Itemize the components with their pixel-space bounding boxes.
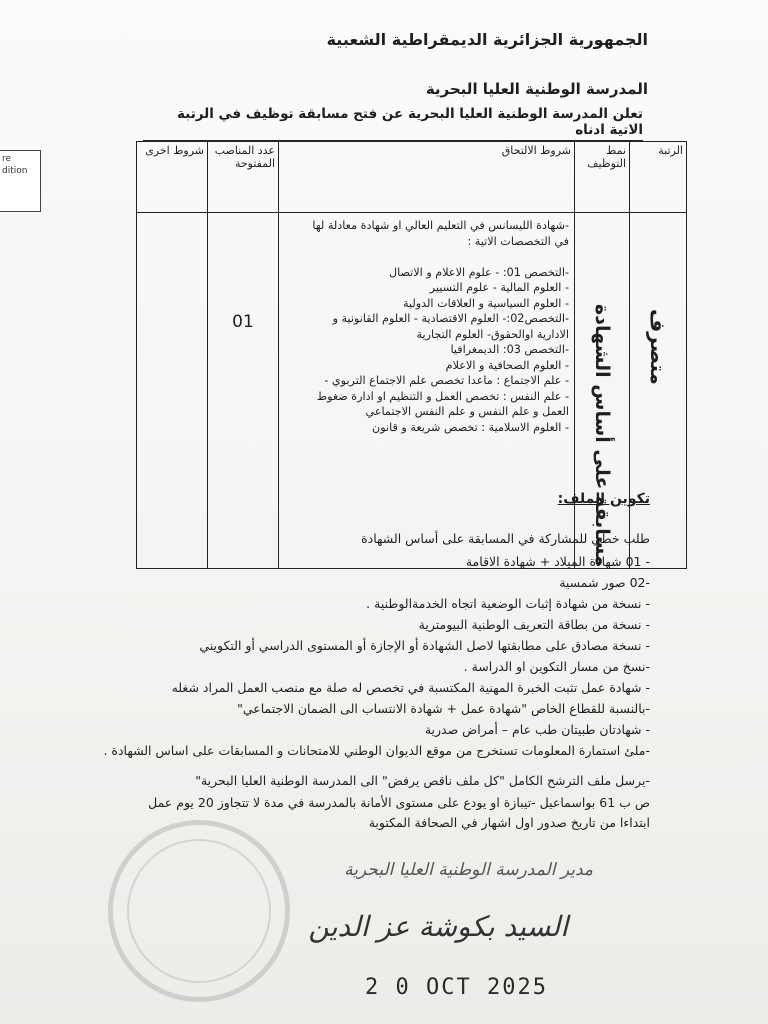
rank-value: متصرف xyxy=(646,309,670,385)
cell-open-positions xyxy=(208,213,279,569)
condition-line: - علم النفس : تخصص العمل و التنظيم او ادارة ضغوط xyxy=(316,389,569,403)
table-row xyxy=(137,213,687,569)
condition-line: - العلوم الاسلامية : تخصص شريعة و قانون xyxy=(372,420,569,434)
cell-recruitment-type xyxy=(575,213,630,569)
school-name: المدرسة الوطنية العليا البحرية xyxy=(425,80,648,98)
date-stamp: 2 0 OCT 2025 xyxy=(365,975,548,1000)
cell-conditions xyxy=(279,213,575,569)
table-header-row xyxy=(137,142,687,213)
fragment-text-2: dition xyxy=(2,166,28,176)
condition-line: - العلوم الصحافية و الاعلام xyxy=(445,358,569,372)
condition-line: -شهادة الليسانس في التعليم العالي او شهادة معادلة لها xyxy=(312,219,569,232)
open-positions-value: 01 xyxy=(232,312,254,332)
header-conditions: شروط الالتحاق xyxy=(279,142,575,213)
condition-line: - علم الاجتماع : ماعدا تخصص علم الاجتماع التربوي - xyxy=(324,374,569,387)
dossier-title: تكوين الملف: xyxy=(557,491,650,507)
adjacent-page-fragment xyxy=(0,150,41,212)
dossier-item: -ملئ استمارة المعلومات تستخرج من موقع الديوان الوطني للامتحانات و المسابقات على اساس الشهادة . xyxy=(103,743,650,758)
dossier-intro: طلب خطي للمشاركة في المسابقة على أساس الشهادة xyxy=(361,531,650,546)
dossier-items xyxy=(103,551,650,761)
condition-line: - العلوم المالية - علوم التسيير xyxy=(429,281,569,294)
condition-line: -التخصص 03: الديمغرافيا xyxy=(450,343,569,356)
header-rank: الرتبة xyxy=(630,142,687,213)
condition-line: - العلوم السياسية و العلاقات الدولية xyxy=(402,296,569,310)
cell-other-conditions xyxy=(137,213,208,569)
dossier-item: - نسخة من بطاقة التعريف الوطنية البيومترية xyxy=(418,617,650,632)
footer-line-3: ابتداءا من تاريخ صدور اول اشهار في الصحافة المكتوبة xyxy=(368,815,650,830)
condition-line: في التخصصات الاتية : xyxy=(467,234,569,248)
condition-line: العمل و علم النفس و علم النفس الاجتماعي xyxy=(365,405,569,418)
recruitment-type-value: مسابقة على أساس الشهادة xyxy=(591,304,613,567)
footer-line-2: ص ب 61 بواسماعيل -تيبازة او يودع على مستوى الأمانة بالمدرسة في مدة لا تتجاوز 20 يوم عمل xyxy=(148,795,650,810)
dossier-item: - 01 شهادة الميلاد + شهادة الاقامة xyxy=(465,554,650,569)
dossier-item: - شهادتان طبيتان طب عام – أمراض صدرية xyxy=(424,722,650,737)
dossier-item: -نسخ من مسار التكوين او الدراسة . xyxy=(463,659,650,674)
dossier-item: - نسخة مصادق على مطابقتها لاصل الشهادة أو الإجازة أو المستوى الدراسي أو التكويني xyxy=(199,638,650,653)
cell-rank xyxy=(630,213,687,569)
signature-title: مدير المدرسة الوطنية العليا البحرية xyxy=(344,860,593,880)
announcement-line: تعلن المدرسة الوطنية العليا البحرية عن فتح مسابقة توظيف في الرتبة الاتية ادناه xyxy=(143,106,643,141)
official-seal xyxy=(108,820,290,1002)
condition-line: -التخصص02:- العلوم الاقتصادية - العلوم القانونية و xyxy=(332,312,569,325)
dossier-item: - نسخة من شهادة إثبات الوضعية اتجاه الخدمةالوطنية . xyxy=(366,596,650,611)
dossier-item: -02 صور شمسية xyxy=(559,575,650,590)
header-open-positions: عدد المناصب المفتوحة xyxy=(208,142,279,213)
condition-line: الادارية اوالحقوق- العلوم التجارية xyxy=(416,327,569,341)
footer-line-1: -يرسل ملف الترشح الكامل "كل ملف ناقص يرفض" الى المدرسة الوطنية العليا البحرية" xyxy=(195,773,650,788)
conditions-list xyxy=(280,214,573,435)
header-recruitment-type: نمط التوظيف xyxy=(575,142,630,213)
dossier-item: - شهادة عمل تثبت الخبرة المهنية المكتسبة في تخصص له صلة مع منصب العمل المراد شغله xyxy=(171,680,650,695)
header-other-conditions: شروط اخرى xyxy=(137,142,208,213)
republic-heading: الجمهورية الجزائرية الديمقراطية الشعبية xyxy=(326,30,648,49)
dossier-item: -بالنسبة للقطاع الخاص "شهادة عمل + شهادة الانتساب الى الضمان الاجتماعي" xyxy=(237,701,650,716)
condition-line: -التخصص 01: - علوم الاعلام و الاتصال xyxy=(388,265,569,279)
condition-line xyxy=(284,249,569,265)
fragment-text-1: re xyxy=(2,154,12,164)
signature-name: السيد بكوشة عز الدين xyxy=(308,910,568,943)
